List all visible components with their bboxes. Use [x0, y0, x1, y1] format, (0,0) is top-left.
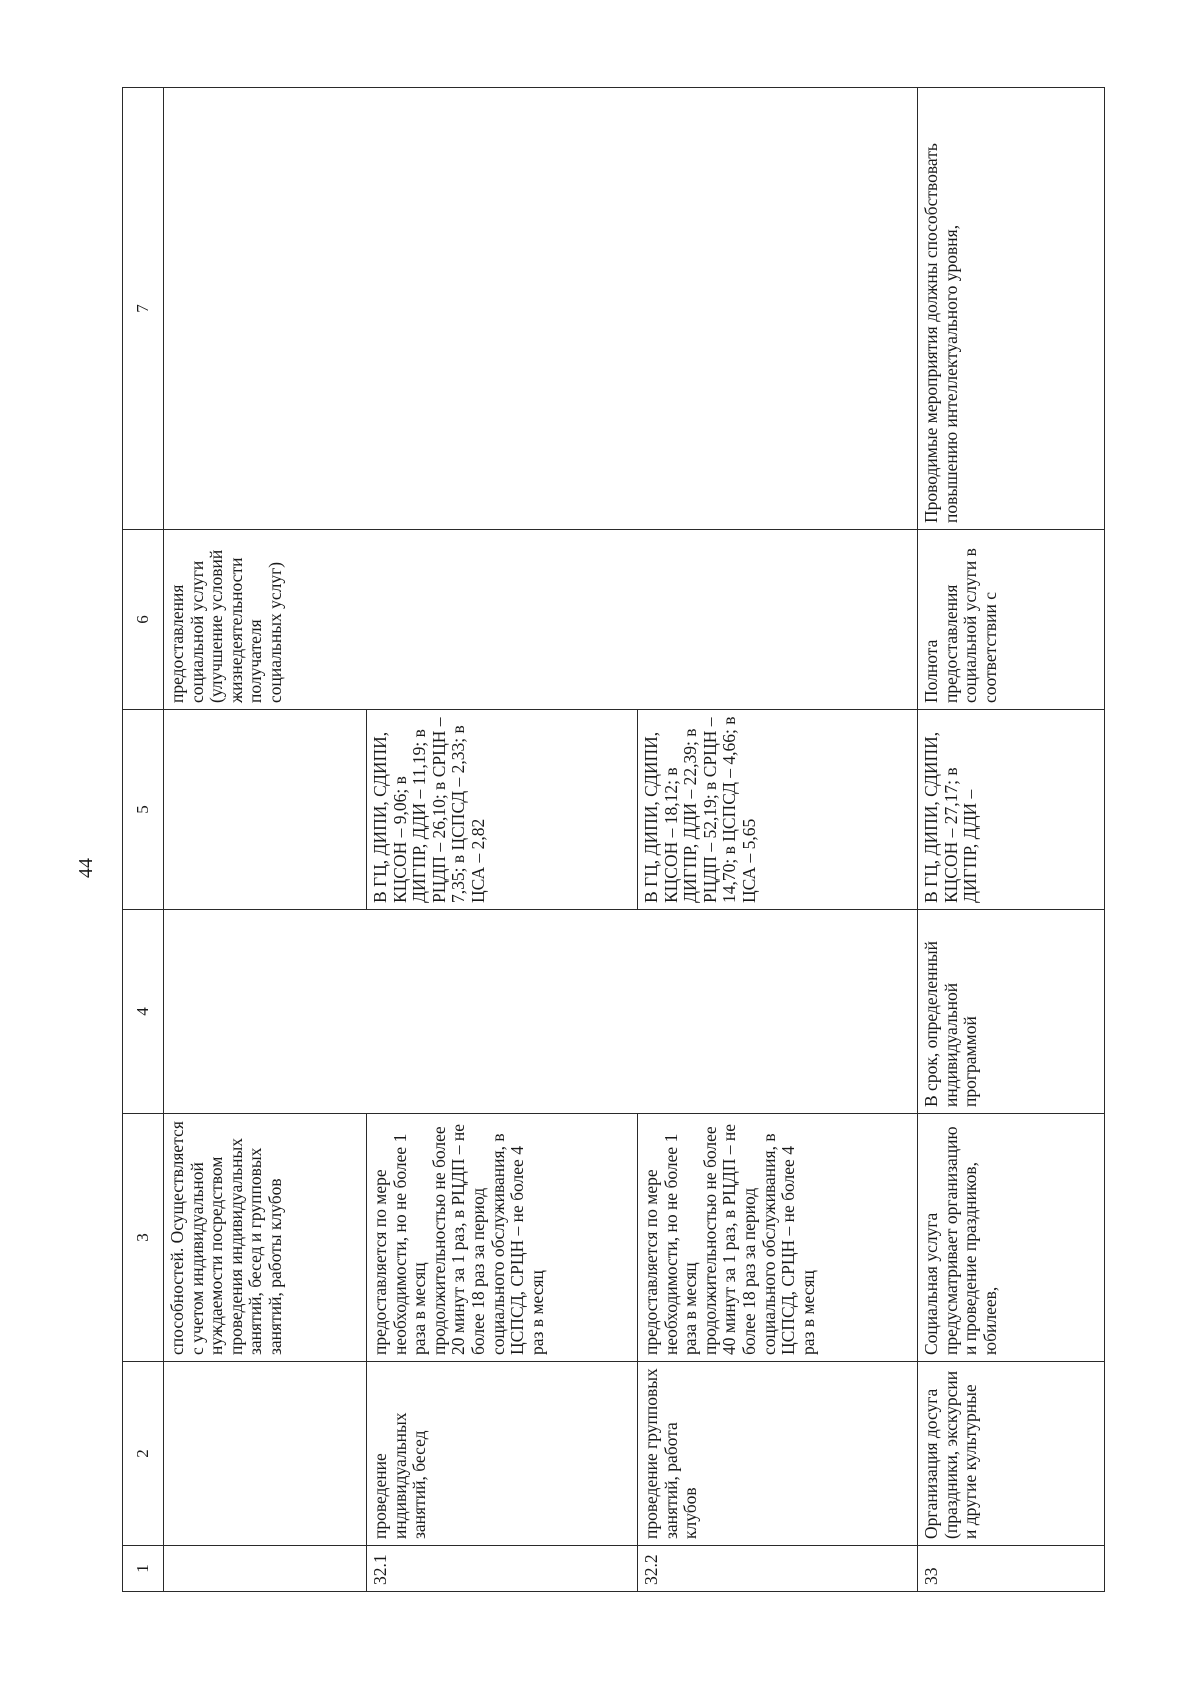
quality-cell: Полнота предоставления социальной услуги в соответствии с [918, 530, 1105, 710]
quality-cell: предоставления социальной услуги (улучшение условий жизнедеятельности получателя социальных услуг) [164, 530, 918, 710]
header-cell-4: 4 [123, 910, 164, 1114]
tariff-cell: В ГЦ, ДИПИ, СДИПИ, КЦСОН – 9,06; в ДИГПР, ДДИ – 11,19; в РЦДП – 26,10; в СРЦН – 7,35; в ЦСПСД – 2,33; в ЦСА – 2,82 [367, 710, 638, 910]
row-number-cell [164, 1546, 367, 1592]
table-row [918, 88, 1105, 1592]
header-cell-2: 2 [123, 1362, 164, 1546]
tariff-cell: В ГЦ, ДИПИ, СДИПИ, КЦСОН – 18,12; в ДИГПР, ДДИ – 22,39; в РЦДП – 52,19; в СРЦН – 14,70; в ЦСПСД – 4,66; в ЦСА – 5,65 [638, 710, 918, 910]
conditions-cell [164, 88, 918, 530]
service-name-cell: Организация досуга (праздники, экскурсии и другие культурные [918, 1362, 1105, 1546]
conditions-cell: Проводимые мероприятия должны способствовать повышению интеллектуального уровня, [918, 88, 1105, 530]
service-description-cell: предоставляется по мере необходимости, но не более 1 раза в месяц продолжительностью не более 20 минут за 1 раз, в РЦДП – не более 18 раз за период социального обслуживания, в ЦСПСД, СРЦН – не более 4 раз в месяц [367, 1114, 638, 1362]
services-table [122, 87, 1105, 1592]
service-description-cell: предоставляется по мере необходимости, но не более 1 раза в месяц продолжительностью не более 40 минут за 1 раз, в РЦДП – не более 18 раз за период социального обслуживания, в ЦСПСД, СРЦН – не более 4 раз в месяц [638, 1114, 918, 1362]
row-number-cell: 32.1 [367, 1546, 638, 1592]
term-cell [367, 910, 638, 1114]
row-number-cell: 32.2 [638, 1546, 918, 1592]
service-description-cell: способностей. Осуществляется с учетом индивидуальной нуждаемости посредством проведения индивидуальных занятий, бесед и групповых занятий, работы клубов [164, 1114, 367, 1362]
table-row [164, 88, 367, 1592]
header-cell-1: 1 [123, 1546, 164, 1592]
page-number: 44 [75, 858, 97, 878]
service-name-cell: проведение групповых занятий, работа клубов [638, 1362, 918, 1546]
header-cell-3: 3 [123, 1114, 164, 1362]
tariff-cell: В ГЦ, ДИПИ, СДИПИ, КЦСОН – 27,17; в ДИГПР, ДДИ – [918, 710, 1105, 910]
row-number-cell: 33 [918, 1546, 1105, 1592]
term-cell [638, 910, 918, 1114]
header-cell-6: 6 [123, 530, 164, 710]
rotated-table-container [122, 88, 1077, 1592]
service-name-cell [164, 1362, 367, 1546]
tariff-cell [164, 710, 367, 910]
header-cell-5: 5 [123, 710, 164, 910]
term-cell [164, 910, 367, 1114]
header-cell-7: 7 [123, 88, 164, 530]
header-row [123, 88, 164, 1592]
service-name-cell: проведение индивидуальных занятий, бесед [367, 1362, 638, 1546]
service-description-cell: Социальная услуга предусматривает организацию и проведение праздников, юбилеев, [918, 1114, 1105, 1362]
term-cell: В срок, определенный индивидуальной программой [918, 910, 1105, 1114]
